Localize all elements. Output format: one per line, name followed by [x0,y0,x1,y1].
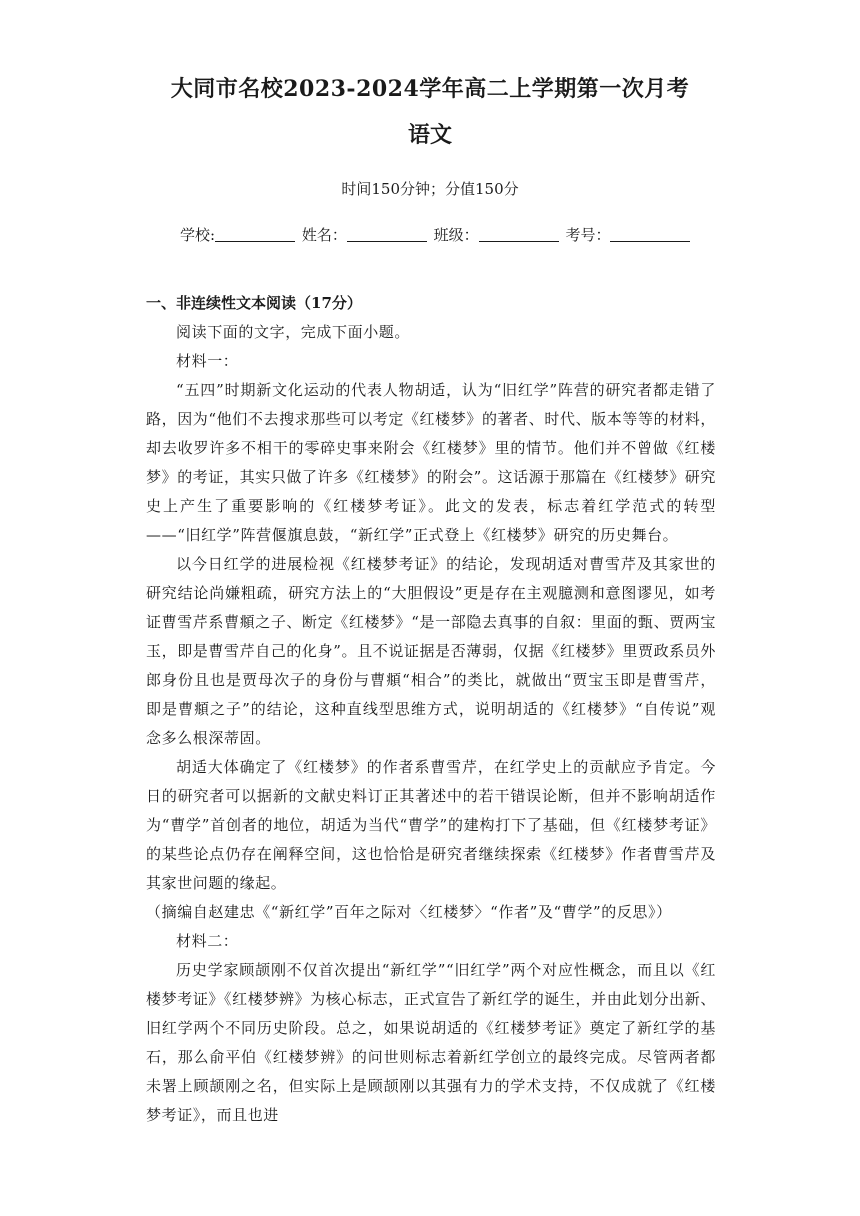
school-label: 学校: [180,226,216,244]
subject-title: 语文 [407,122,452,148]
exam-number-blank [610,227,690,242]
instruction-text: 阅读下面的文字，完成下面小题。 [176,323,411,341]
exam-title: 大同市名校2023-2024学年高二上学期第一次月考 [170,76,690,102]
student-info-row [180,224,692,245]
time-score-line: 时间150分钟；分值150分 [341,180,519,198]
section-heading: 一、非连续性文本阅读（17分） [146,294,362,312]
material1-paragraph: “五四”时期新文化运动的代表人物胡适，认为“旧红学”阵营的研究者都走错了路，因为“他们不去搜求那些可以考定《红楼梦》的著者、时代、版本等等的材料，却去收罗许多不相干的零碎史事来附会《红楼梦》里的情节。他们并不曾做《红楼梦》的考证，其实只做了许多《红楼梦》的附会”。这话源于那篇在《红楼梦》研究史上产生了重要影响的《红楼梦考证》。此文的发表，标志着红学范式的转型——“旧红学”阵营偃旗息鼓，“新红学”正式登上《红楼梦》研究的历史舞台。 [146,381,716,544]
name-label: 姓名： [301,226,347,244]
school-blank [215,227,295,242]
material1-paragraph: 以今日红学的进展检视《红楼梦考证》的结论，发现胡适对曹雪芹及其家世的研究结论尚嫌粗疏，研究方法上的“大胆假设”更是存在主观臆测和意图谬见，如考证曹雪芹系曹頫之子、断定《红楼梦》“是一部隐去真事的自叙：里面的甄、贾两宝玉，即是曹雪芹自己的化身”。且不说证据是否薄弱，仅据《红楼梦》里贾政系员外郎身份且也是贾母次子的身份与曹頫“相合”的类比，就做出“贾宝玉即是曹雪芹，即是曹頫之子”的结论，这种直线型思维方式，说明胡适的《红楼梦》“自传说”观念多么根深蒂固。 [146,555,716,747]
material1-label: 材料一： [176,352,239,370]
material1-paragraph: 胡适大体确定了《红楼梦》的作者系曹雪芹，在红学史上的贡献应予肯定。今日的研究者可以据新的文献史料订正其著述中的若干错误论断，但并不影响胡适作为“曹学”首创者的地位，胡适为当代“曹学”的建构打下了基础，但《红楼梦考证》的某些论点仍存在阐释空间，这也恰恰是研究者继续探索《红楼梦》作者曹雪芹及其家世问题的缘起。 [146,758,716,892]
exam-number-label: 考号： [565,226,611,244]
class-blank [479,227,559,242]
material2-label: 材料二： [176,932,239,950]
material1-source: （摘编自赵建忠《“新红学”百年之际对〈红楼梦〉“作者”及“曹学”的反思》） [146,903,672,921]
name-blank [347,227,427,242]
material2-paragraph: 历史学家顾颉刚不仅首次提出“新红学”“旧红学”两个对应性概念，而且以《红楼梦考证》《红楼梦辨》为核心标志，正式宣告了新红学的诞生，并由此划分出新、旧红学两个不同历史阶段。总之，如果说胡适的《红楼梦考证》奠定了新红学的基石，那么俞平伯《红楼梦辨》的问世则标志着新红学创立的最终完成。尽管两者都未署上顾颉刚之名，但实际上是顾颉刚以其强有力的学术支持，不仅成就了《红楼梦考证》，而且也进 [146,961,716,1124]
class-label: 班级： [433,226,479,244]
section-body [146,318,716,1130]
